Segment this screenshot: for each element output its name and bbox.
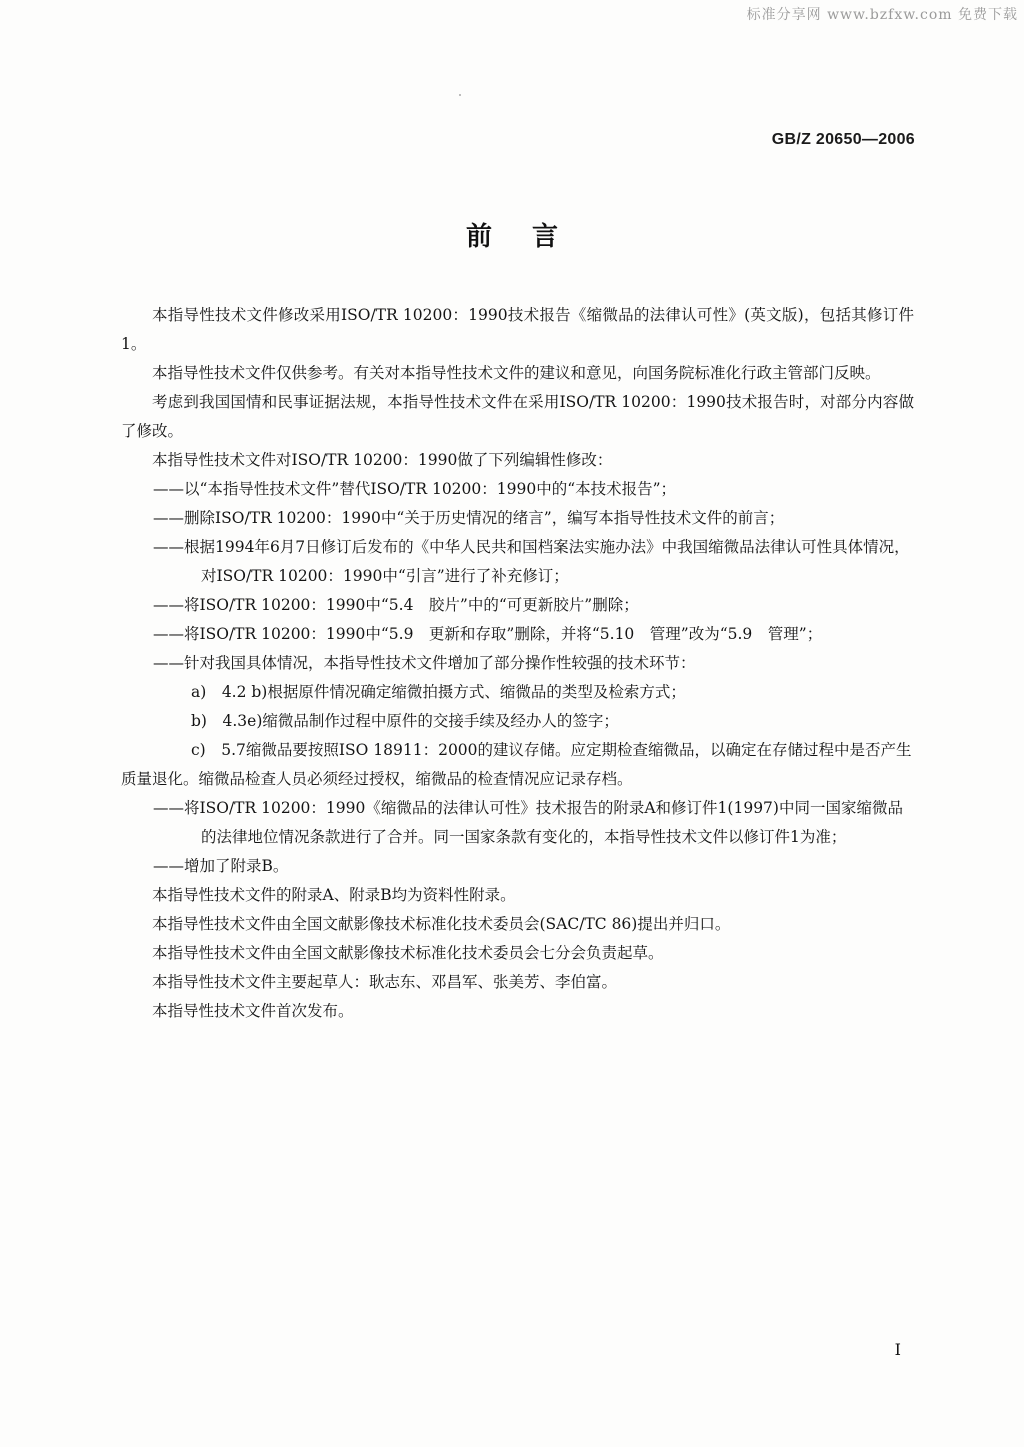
- sub-item-text: 5.7缩微品要按照ISO 18911：2000的建议存储。应定期检查缩微品，以确定在存储过程中是否产生质量退化。缩微品检查人员必须经过授权，缩微品的检查情况应记录存档。: [121, 741, 912, 788]
- page-number: I: [894, 1340, 901, 1359]
- section-title: 前言: [465, 222, 598, 252]
- edit-item: ——将ISO/TR 10200：1990《缩微品的法律认可性》技术报告的附录A和修订件1(1997)中同一国家缩微品的法律地位情况条款进行了合并。同一国家条款有变化的，本指导性技术文件以修订件1为准；: [153, 799, 903, 846]
- paragraph-reference-only: 本指导性技术文件仅供参考。有关对本指导性技术文件的建议和意见，向国务院标准化行政主管部门反映。: [152, 364, 881, 382]
- sub-item-marker: c): [191, 741, 206, 759]
- closing-line: 本指导性技术文件由全国文献影像技术标准化技术委员会七分会负责起草。: [152, 944, 664, 962]
- sub-item-marker: a): [191, 683, 207, 701]
- paragraph-modification: 考虑到我国国情和民事证据法规，本指导性技术文件在采用ISO/TR 10200：1990技术报告时，对部分内容做了修改。: [121, 393, 914, 440]
- edit-item: ——删除ISO/TR 10200：1990中“关于历史情况的绪言”，编写本指导性技术文件的前言；: [153, 509, 785, 527]
- closing-line: 本指导性技术文件由全国文献影像技术标准化技术委员会(SAC/TC 86)提出并归口。: [152, 915, 731, 933]
- edit-item: ——将ISO/TR 10200：1990中“5.9 更新和存取”删除，并将“5.10 管理”改为“5.9 管理”；: [153, 625, 823, 643]
- scan-speck: [459, 94, 461, 96]
- sub-item-text: 4.2 b)根据原件情况确定缩微拍摄方式、缩微品的类型及检索方式；: [221, 683, 686, 701]
- edit-item: ——根据1994年6月7日修订后发布的《中华人民共和国档案法实施办法》中我国缩微品法律认可性具体情况，对ISO/TR 10200：1990中“引言”进行了补充修订；: [153, 538, 910, 585]
- sub-item: [121, 736, 914, 794]
- closing-line: 本指导性技术文件主要起草人：耿志东、邓昌军、张美芳、李伯富。: [152, 973, 618, 991]
- paragraph-editorial-intro: 本指导性技术文件对ISO/TR 10200：1990做了下列编辑性修改：: [152, 451, 613, 469]
- edit-item: ——将ISO/TR 10200：1990中“5.4 胶片”中的“可更新胶片”删除；: [153, 596, 639, 614]
- edit-item: ——以“本指导性技术文件”替代ISO/TR 10200：1990中的“本技术报告”；: [153, 480, 677, 498]
- paragraph-adoption: 本指导性技术文件修改采用ISO/TR 10200：1990技术报告《缩微品的法律认可性》(英文版)，包括其修订件1。: [121, 306, 914, 353]
- closing-line: 本指导性技术文件首次发布。: [152, 1002, 354, 1020]
- sub-item: [121, 678, 914, 707]
- foreword-body: [121, 301, 914, 1026]
- edit-item: ——针对我国具体情况，本指导性技术文件增加了部分操作性较强的技术环节：: [153, 654, 696, 672]
- sub-item-text: 4.3e)缩微品制作过程中原件的交接手续及经办人的签字；: [222, 712, 619, 730]
- closing-line: 本指导性技术文件的附录A、附录B均为资料性附录。: [152, 886, 516, 904]
- sub-item-marker: b): [191, 712, 207, 730]
- edit-item: ——增加了附录B。: [153, 857, 289, 875]
- watermark-text: 标准分享网 www.bzfxw.com 免费下载: [746, 7, 1018, 23]
- document-code: GB/Z 20650—2006: [771, 131, 915, 148]
- sub-item: [121, 707, 914, 736]
